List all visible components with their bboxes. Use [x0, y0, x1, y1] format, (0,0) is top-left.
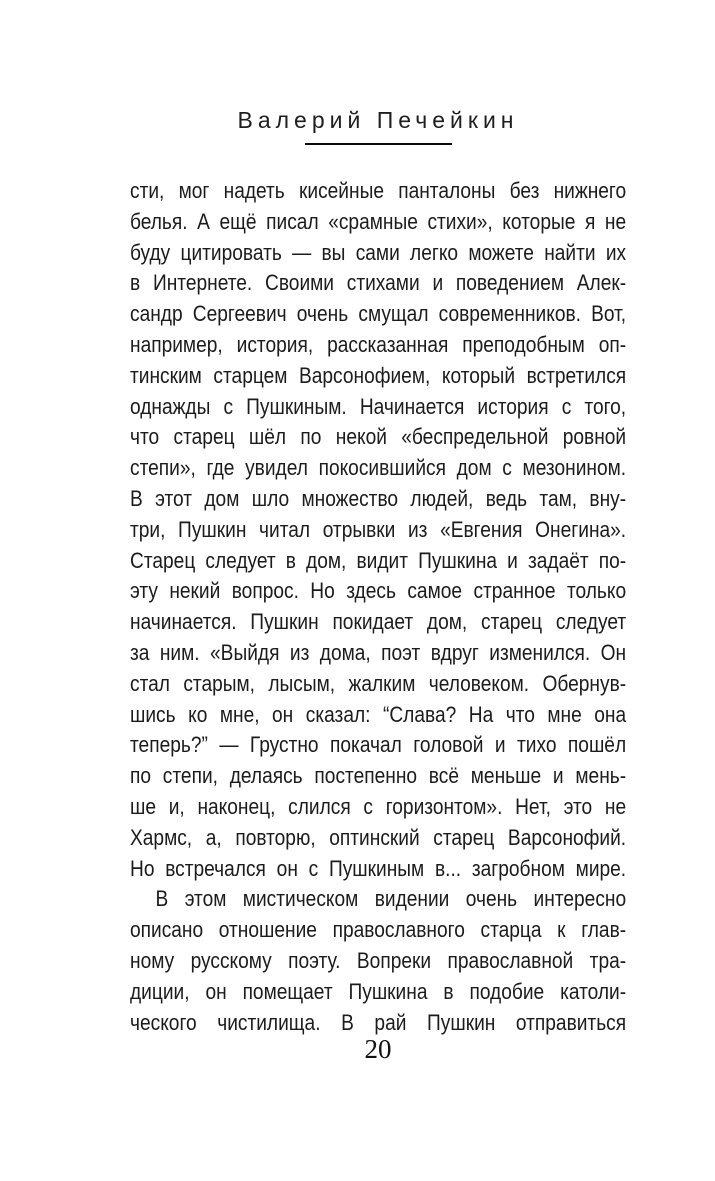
running-head-author: Валерий Печейкин: [237, 107, 519, 133]
text-line: например, история, рассказанная преподобным оп-: [130, 331, 627, 357]
text-line: что старец шёл по некой «беспредельной ровной: [130, 424, 627, 450]
text-line: В этом мистическом видении очень интересно: [155, 886, 627, 912]
text-line: буду цитировать — вы сами легко можете найти их: [130, 239, 627, 265]
text-line: за ним. «Выйдя из дома, поэт вдруг изменился. Он: [130, 639, 627, 665]
text-line: стал старым, лысым, жалким человеком. Обернув-: [130, 670, 627, 696]
text-line: однажды с Пушкиным. Начинается история с того,: [130, 393, 627, 419]
text-line: ческого чистилища. В рай Пушкин отправиться: [130, 1009, 627, 1035]
body-text: [130, 176, 626, 1038]
text-line: шись ко мне, он сказал: “Слава? На что мне она: [130, 701, 627, 727]
running-head: [130, 107, 626, 145]
text-line: Старец следует в дом, видит Пушкина и задаёт по-: [130, 547, 627, 573]
page-number: 20: [364, 1034, 392, 1064]
text-line: белья. А ещё писал «срамные стихи», которые я не: [130, 208, 627, 234]
text-line: степи», где увидел покосившийся дом с мезонином.: [130, 455, 627, 481]
text-line: Но встречался он с Пушкиным в... загробном мире.: [130, 855, 627, 881]
text-line: теперь?” — Грустно покачал головой и тихо пошёл: [130, 732, 627, 758]
text-line: описано отношение православного старца к глав-: [130, 917, 627, 943]
text-line: три, Пушкин читал отрывки из «Евгения Онегина».: [130, 516, 627, 542]
text-line: эту некий вопрос. Но здесь самое странное только: [130, 578, 627, 604]
text-line: Хармс, а, повторю, оптинский старец Варсонофий.: [130, 824, 627, 850]
text-line: сандр Сергеевич очень смущал современников. Вот,: [130, 301, 627, 327]
text-line: ше и, наконец, слился с горизонтом». Нет, это не: [130, 793, 627, 819]
text-line: тинским старцем Варсонофием, который встретился: [130, 362, 627, 388]
text-line: в Интернете. Своими стихами и поведением Алек-: [130, 270, 627, 296]
header-rule: [305, 143, 452, 145]
text-line: В этот дом шло множество людей, ведь там, вну-: [130, 485, 627, 511]
text-line: по степи, делаясь постепенно всё меньше и мень-: [130, 763, 627, 789]
text-line: сти, мог надеть кисейные панталоны без нижнего: [130, 178, 627, 203]
text-line: начинается. Пушкин покидает дом, старец следует: [130, 609, 627, 635]
text-line: ному русскому поэту. Вопреки православной тра-: [130, 947, 627, 973]
text-line: диции, он помещает Пушкина в подобие католи-: [130, 978, 627, 1004]
